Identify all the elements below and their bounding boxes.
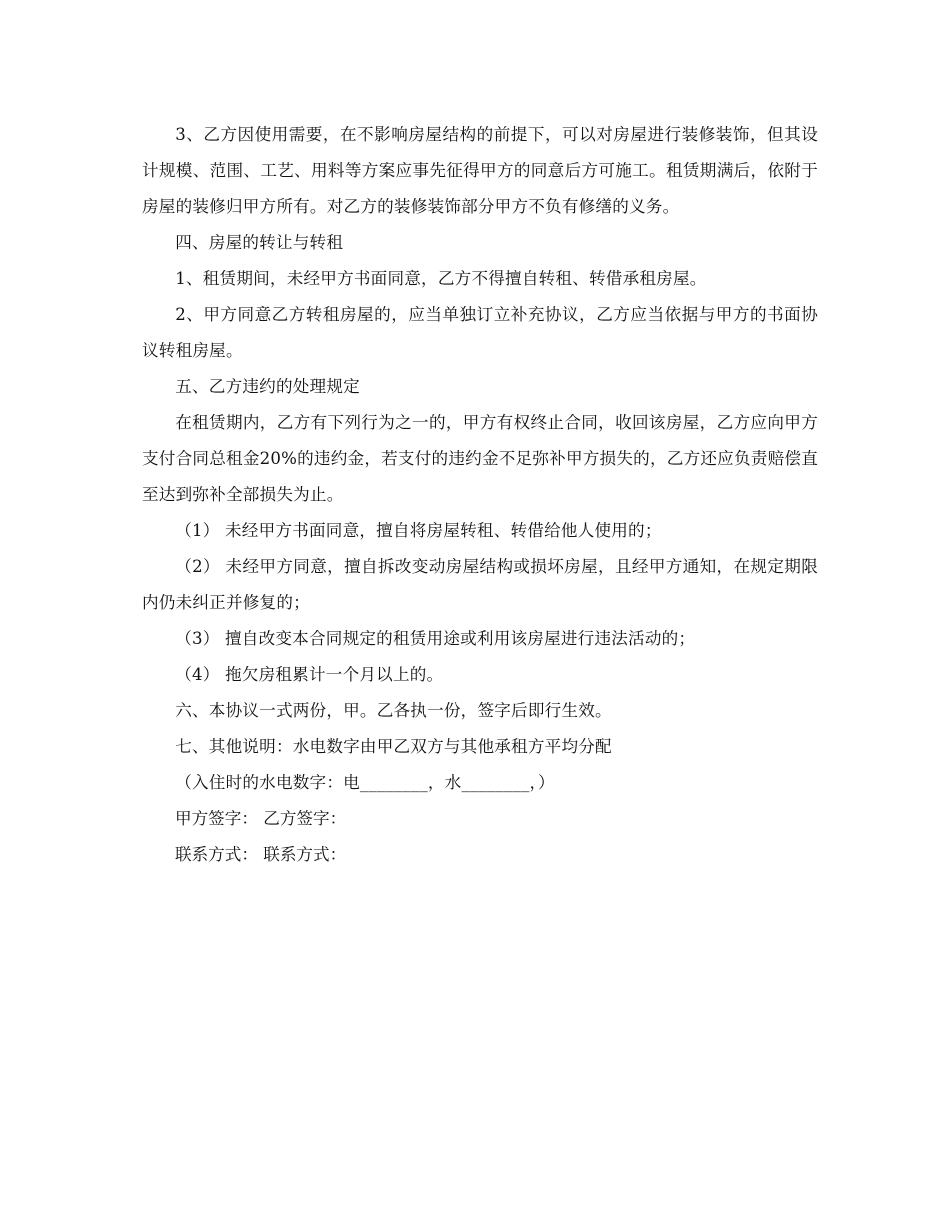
section-heading-transfer: 四、房屋的转让与转租 [175,233,344,252]
breach-item-3: （3） 擅自改变本合同规定的租赁用途或利用该房屋进行违法活动的； [175,629,696,648]
section-copies: 六、本协议一式两份，甲。乙各执一份，签字后即行生效。 [175,701,612,720]
signature-line: 甲方签字： 乙方签字： [175,809,347,828]
paragraph-renovation-clause: 3、乙方因使用需要，在不影响房屋结构的前提下，可以对房屋进行装修装饰，但其设计规模、范围、工艺、用料等方案应事先征得甲方的同意后方可施工。租赁期满后，依附于房屋的装修归甲方所有。对乙方的装修装饰部分甲方不负有修缮的义务。 [142,125,818,216]
document-body [142,117,818,873]
utility-readings-line: （入住时的水电数字：电________，水________，） [175,773,555,792]
breach-item-1: （1） 未经甲方书面同意，擅自将房屋转租、转借给他人使用的； [175,521,662,540]
section-heading-breach: 五、乙方违约的处理规定 [175,377,360,396]
paragraph-sublet-consent: 1、租赁期间，未经甲方书面同意，乙方不得擅自转租、转借承租房屋。 [175,269,707,288]
contact-line: 联系方式： 联系方式： [175,845,347,864]
section-other-notes: 七、其他说明：水电数字由甲乙双方与其他承租方平均分配 [175,737,612,756]
paragraph-sublet-agreement: 2、甲方同意乙方转租房屋的，应当单独订立补充协议，乙方应当依据与甲方的书面协议转租房屋。 [142,305,818,360]
paragraph-breach-terms: 在租赁期内，乙方有下列行为之一的，甲方有权终止合同，收回该房屋，乙方应向甲方支付合同总租金20%的违约金，若支付的违约金不足弥补甲方损失的，乙方还应负责赔偿直至达到弥补全部损失为止。 [142,413,818,504]
breach-item-4: （4） 拖欠房租累计一个月以上的。 [175,665,444,684]
breach-item-2: （2） 未经甲方同意，擅自拆改变动房屋结构或损坏房屋，且经甲方通知，在规定期限内仍未纠正并修复的； [142,557,818,612]
